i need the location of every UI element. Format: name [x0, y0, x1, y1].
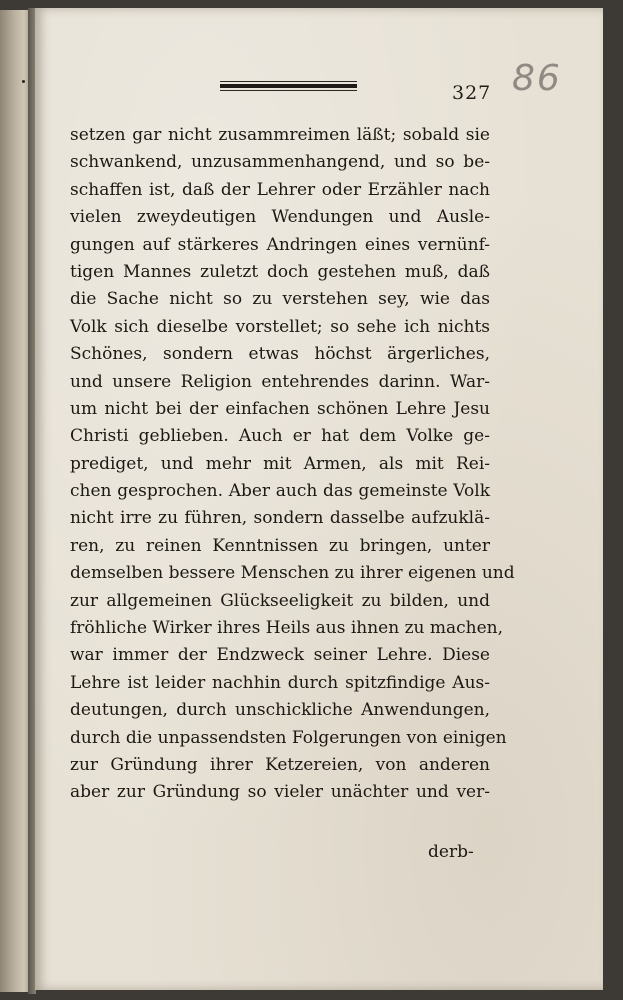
text-line: Volk sich dieselbe vorstellet; so sehe ich nichts — [70, 316, 490, 337]
text-line: vielen zweydeutigen Wendungen und Ausle- — [70, 207, 490, 228]
text-line: Christi geblieben. Auch er hat dem Volke ge- — [70, 426, 490, 447]
rule-line-thick — [220, 84, 357, 88]
ink-speck — [22, 80, 25, 83]
rule-line-top — [220, 81, 357, 82]
text-line: war immer der Endzweck seiner Lehre. Diese — [70, 645, 490, 666]
previous-page-edge — [0, 10, 30, 992]
text-line: schaffen ist, daß der Lehrer oder Erzähler nach — [70, 179, 490, 200]
body-text — [70, 122, 515, 807]
header-ornament-rule — [220, 81, 357, 91]
text-line: ren, zu reinen Kenntnissen zu bringen, unter — [70, 535, 490, 556]
text-line: aber zur Gründung so vieler unächter und ver- — [70, 782, 490, 803]
text-line: durch die unpassendsten Folgerungen von einigen — [70, 727, 507, 748]
text-line: die Sache nicht so zu verstehen sey, wie das — [70, 289, 490, 310]
text-line: fröhliche Wirker ihres Heils aus ihnen zu machen, — [70, 618, 504, 639]
text-line: deutungen, durch unschickliche Anwendungen, — [70, 700, 490, 721]
text-line: schwankend, unzusammenhangend, und so be- — [70, 152, 490, 173]
text-line: setzen gar nicht zusammreimen läßt; sobald sie — [70, 125, 490, 145]
pencil-annotation: 86 — [512, 58, 562, 99]
page-number: 327 — [452, 82, 492, 104]
rule-line-bottom — [220, 90, 357, 91]
text-line: zur Gründung ihrer Ketzereien, von anderen — [70, 754, 490, 775]
text-line: um nicht bei der einfachen schönen Lehre Jesu — [70, 398, 490, 419]
catchword: derb- — [428, 842, 474, 862]
text-line: tigen Mannes zuletzt doch gestehen muß, daß — [70, 261, 490, 282]
text-line: gungen auf stärkeres Andringen eines vernünf- — [70, 234, 490, 255]
text-line: Schönes, sondern etwas höchst ärgerliches, — [70, 344, 490, 365]
text-line: demselben bessere Menschen zu ihrer eigenen und — [70, 563, 515, 584]
text-line: zur allgemeinen Glückseeligkeit zu bilden, und — [70, 590, 490, 611]
text-line: nicht irre zu führen, sondern dasselbe aufzuklä- — [70, 508, 490, 529]
text-line: und unsere Religion entehrendes darinn. War- — [70, 371, 490, 392]
text-line: prediget, und mehr mit Armen, als mit Rei- — [70, 453, 490, 474]
text-line: chen gesprochen. Aber auch das gemeinste Volk — [70, 481, 490, 502]
text-line: Lehre ist leider nachhin durch spitzfindige Aus- — [70, 672, 490, 693]
